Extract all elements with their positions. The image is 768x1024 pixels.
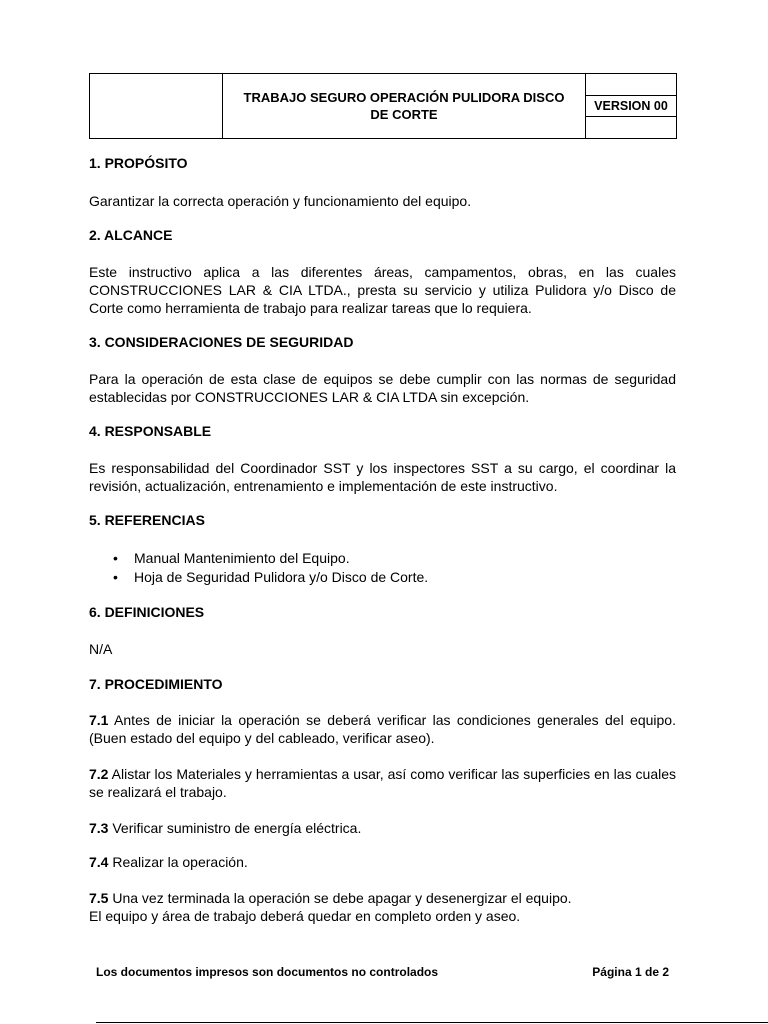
section-heading-alcance: 2. ALCANCE [89, 227, 173, 243]
section-text-definiciones: N/A [89, 641, 113, 657]
reference-item-text: Manual Mantenimiento del Equipo. [134, 550, 350, 566]
procedure-step [89, 711, 676, 747]
page-number: Página 1 de 2 [592, 965, 669, 979]
document-title [223, 74, 586, 139]
version-label: VERSION 00 [586, 95, 677, 117]
step-number: 7.4 [89, 854, 109, 870]
section-heading-seguridad: 3. CONSIDERACIONES DE SEGURIDAD [89, 334, 354, 350]
footer-divider [96, 1022, 768, 1023]
step-text: Una vez terminada la operación se debe apagar y desenergizar el equipo. [108, 890, 572, 906]
step-text: Verificar suministro de energía eléctrica. [108, 820, 362, 836]
section-heading-definiciones: 6. DEFINICIONES [89, 604, 205, 620]
reference-item-text: Hoja de Seguridad Pulidora y/o Disco de Corte. [134, 569, 429, 585]
procedure-step [89, 853, 676, 871]
section-heading-procedimiento: 7. PROCEDIMIENTO [89, 676, 223, 692]
procedure-step [89, 819, 676, 837]
document-header-table [89, 73, 677, 139]
logo-cell [90, 74, 223, 139]
step-extra-text: El equipo y área de trabajo deberá quedar en completo orden y aseo. [89, 908, 521, 924]
bullet-icon: • [113, 550, 118, 566]
section-heading-proposito: 1. PROPÓSITO [89, 155, 188, 171]
section-text-seguridad: Para la operación de esta clase de equipos se debe cumplir con las normas de seguridad establecidas por CONSTRUCCIONES LAR & CIA LTDA sin excepción. [89, 371, 676, 405]
list-item [89, 568, 676, 587]
section-heading-referencias: 5. REFERENCIAS [89, 512, 205, 528]
procedure-step [89, 889, 676, 925]
section-heading-responsable: 4. RESPONSABLE [89, 423, 212, 439]
footer-note: Los documentos impresos son documentos no controlados [96, 965, 439, 979]
header-blank-top [586, 74, 677, 96]
step-number: 7.2 [89, 766, 109, 782]
bullet-icon: • [113, 569, 118, 585]
document-title-line2: DE CORTE [370, 107, 438, 122]
section-text-alcance: Este instructivo aplica a las diferentes áreas, campamentos, obras, en las cuales CONSTRUCCIONES LAR & CIA LTDA., presta su servicio y utiliza Pulidora y/o Disco de Corte como herramienta de trabajo para realizar tareas que lo requiera. [89, 264, 676, 316]
step-number: 7.1 [89, 712, 109, 728]
step-text: Antes de iniciar la operación se deberá verificar las condiciones generales del equipo. (Buen estado del equipo y del cableado, verificar aseo). [89, 712, 676, 746]
section-text-proposito: Garantizar la correcta operación y funcionamiento del equipo. [89, 193, 472, 209]
list-item [89, 549, 676, 568]
step-number: 7.3 [89, 820, 109, 836]
references-list [89, 549, 676, 587]
section-text-responsable: Es responsabilidad del Coordinador SST y los inspectores SST a su cargo, el coordinar la revisión, actualización, entrenamiento e implementación de este instructivo. [89, 460, 676, 494]
header-blank-bottom [586, 117, 677, 139]
step-text: Alistar los Materiales y herramientas a usar, así como verificar las superficies en las cuales se realizará el trabajo. [89, 766, 676, 800]
document-title-line1: TRABAJO SEGURO OPERACIÓN PULIDORA DISCO [243, 90, 565, 105]
step-text: Realizar la operación. [108, 854, 248, 870]
step-number: 7.5 [89, 890, 109, 906]
procedure-step [89, 765, 676, 801]
